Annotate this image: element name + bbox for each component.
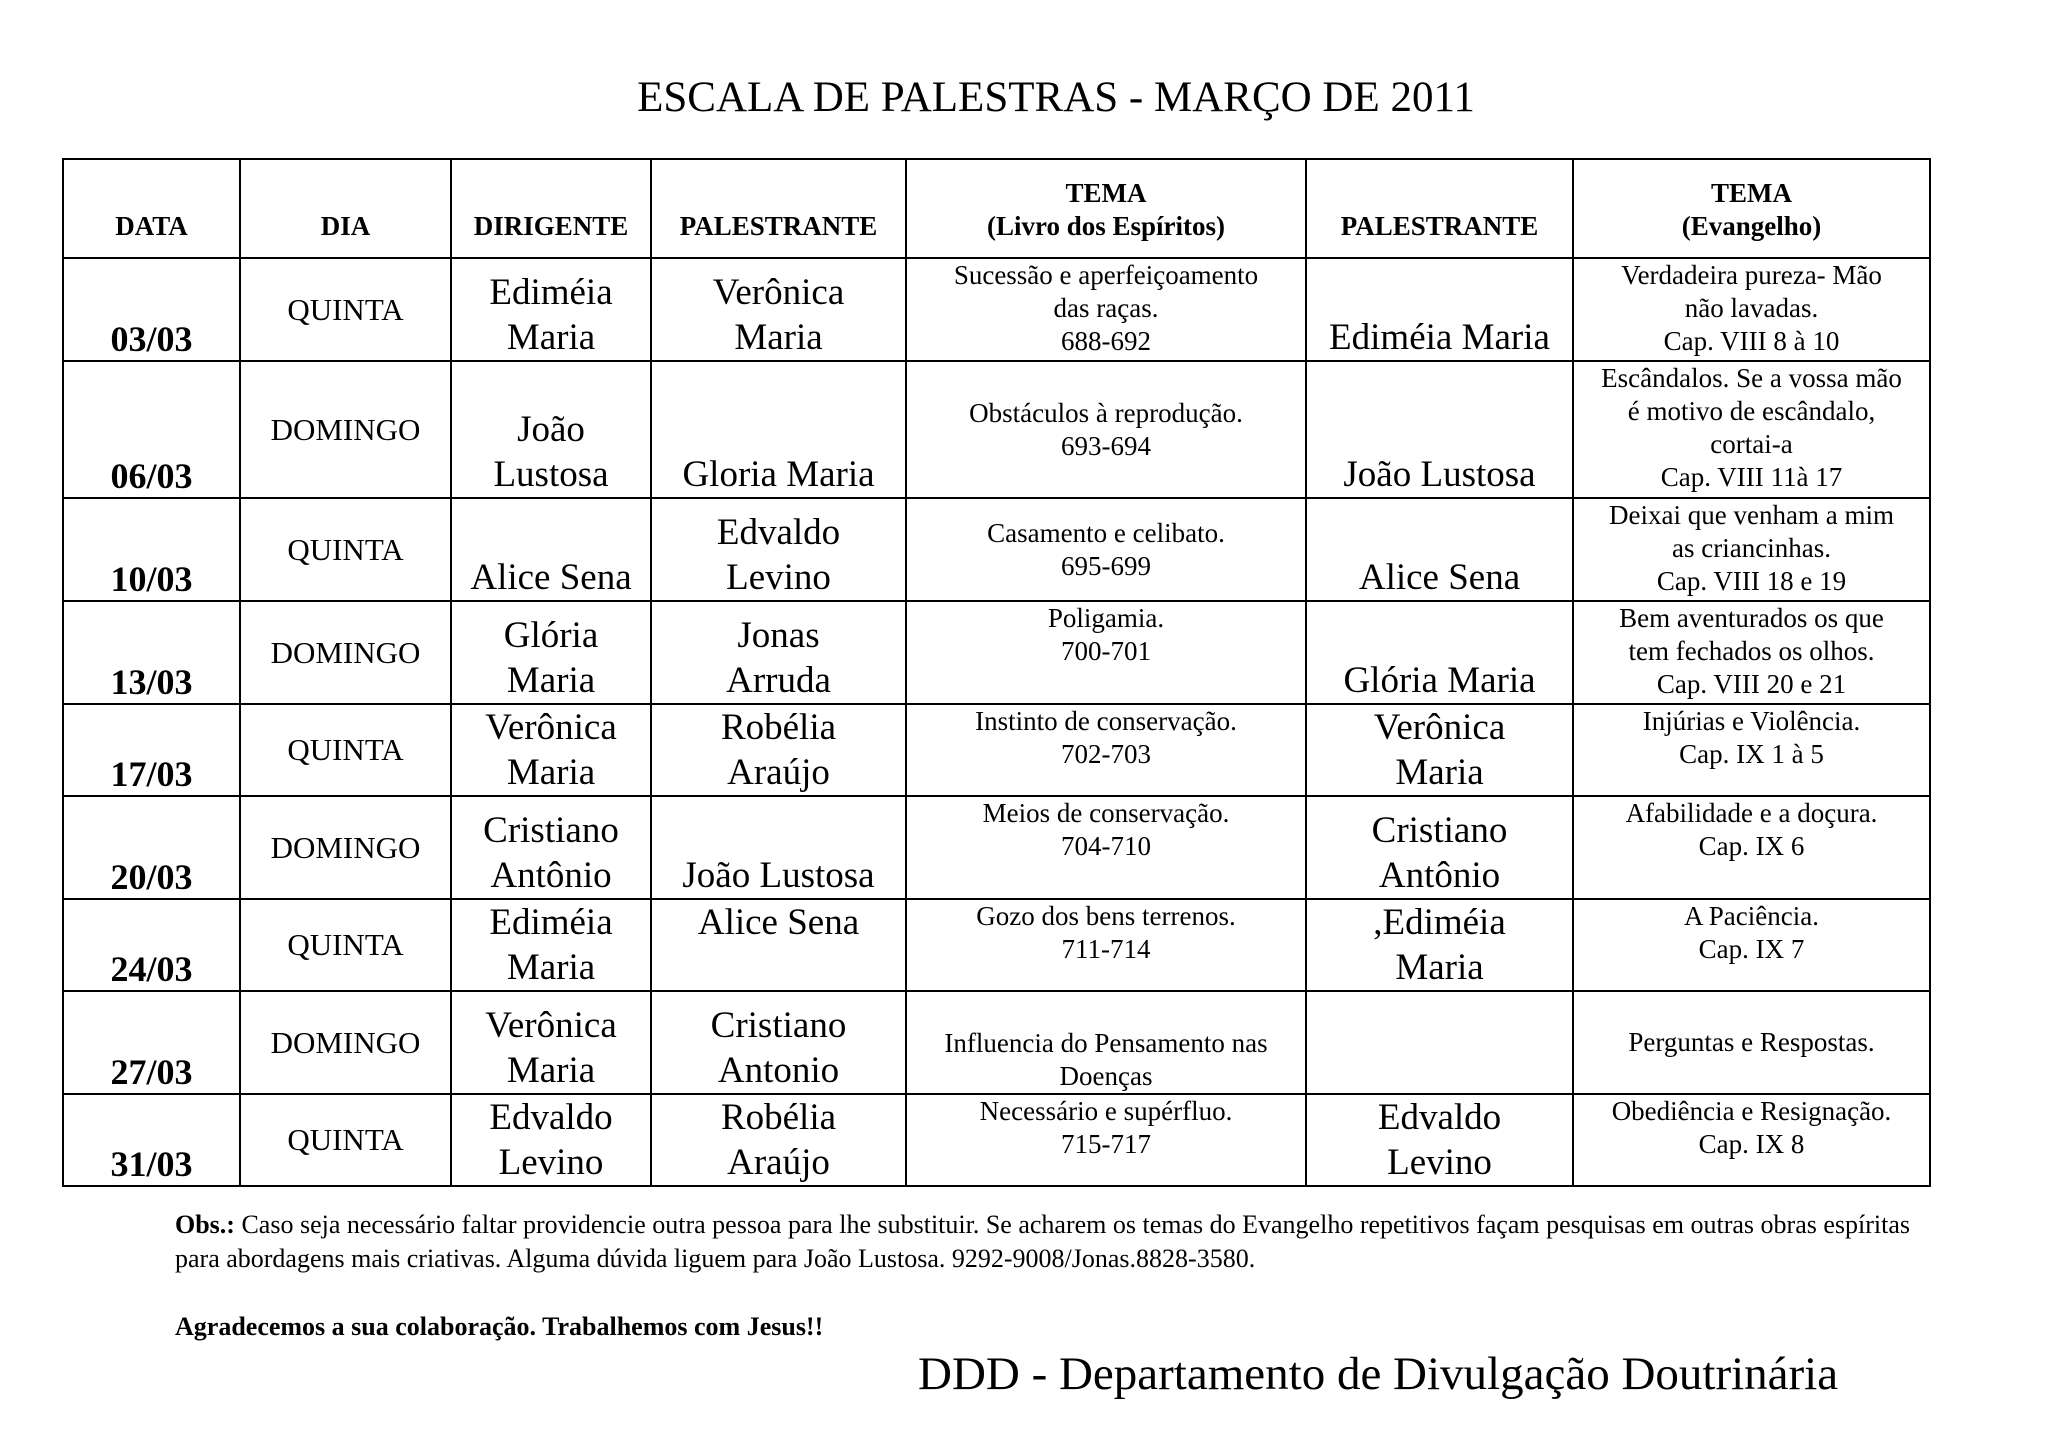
dirigente-cell xyxy=(451,601,651,704)
tema2-line: é motivo de escândalo, xyxy=(1627,396,1876,426)
tema2-line: Cap. VIII 20 e 21 xyxy=(1656,669,1847,699)
tema-evangelho-cell xyxy=(1573,704,1930,796)
tema1-line: Poligamia. xyxy=(1047,603,1165,633)
palestrante2-line: Ediméia Maria xyxy=(1329,317,1550,358)
tema-livro-cell xyxy=(906,991,1306,1094)
dirigente-line: Maria xyxy=(506,947,596,988)
day-cell: DOMINGO xyxy=(240,601,451,704)
tema2-line: Cap. VIII 11à 17 xyxy=(1660,462,1843,492)
palestrante2-line: Cristiano xyxy=(1371,810,1508,851)
tema-livro-cell xyxy=(906,796,1306,899)
date-cell: 03/03 xyxy=(63,258,240,361)
tema-evangelho-cell xyxy=(1573,899,1930,991)
palestrante2-cell xyxy=(1306,258,1573,361)
palestrante2-cell xyxy=(1306,601,1573,704)
header-palestrante-2: PALESTRANTE xyxy=(1306,159,1573,258)
palestrante1-cell xyxy=(651,601,906,704)
palestrante2-cell xyxy=(1306,899,1573,991)
tema2-line: Verdadeira pureza- Mão xyxy=(1621,260,1882,290)
date-cell: 27/03 xyxy=(63,991,240,1094)
palestrante2-cell xyxy=(1306,796,1573,899)
tema1-line: Meios de conservação. xyxy=(982,798,1230,828)
tema2-line: Injúrias e Violência. xyxy=(1642,706,1861,736)
observation-note xyxy=(175,1208,1935,1276)
tema1-line: 700-701 xyxy=(1061,636,1151,666)
tema1-line: Sucessão e aperfeiçoamento xyxy=(953,260,1259,290)
tema1-line: Instinto de conservação. xyxy=(975,706,1237,736)
palestrante1-line: Robélia xyxy=(720,707,837,748)
dirigente-line: Verônica xyxy=(485,1005,617,1046)
dirigente-line: Maria xyxy=(506,752,596,793)
day-cell: QUINTA xyxy=(240,899,451,991)
header-palestrante-1: PALESTRANTE xyxy=(651,159,906,258)
palestrante1-cell xyxy=(651,899,906,991)
palestrante2-cell xyxy=(1306,991,1573,1094)
table-row xyxy=(63,991,1930,1094)
palestrante1-line: Araújo xyxy=(727,752,830,793)
palestrante1-line: Edvaldo xyxy=(716,512,841,553)
dirigente-line: Lustosa xyxy=(493,454,609,495)
observation-label: Obs.: xyxy=(175,1210,235,1239)
dirigente-cell xyxy=(451,796,651,899)
tema2-line: Deixai que venham a mim xyxy=(1609,500,1894,530)
tema-livro-cell xyxy=(906,704,1306,796)
palestrante1-line: Robélia xyxy=(720,1097,837,1138)
tema-evangelho-cell xyxy=(1573,258,1930,361)
palestrante1-line: João Lustosa xyxy=(682,855,875,896)
palestrante1-line: Verônica xyxy=(712,272,845,313)
header-tema-livro: TEMA (Livro dos Espíritos) xyxy=(906,159,1306,258)
palestrante1-cell xyxy=(651,991,906,1094)
tema2-line: cortai-a xyxy=(1710,429,1793,459)
dirigente-line: Maria xyxy=(506,660,596,701)
date-cell: 06/03 xyxy=(63,361,240,498)
day-cell: QUINTA xyxy=(240,1094,451,1186)
table-row xyxy=(63,1094,1930,1186)
date-cell: 10/03 xyxy=(63,498,240,601)
tema-evangelho-cell xyxy=(1573,361,1930,498)
tema-evangelho-cell xyxy=(1573,991,1930,1094)
tema2-line: Perguntas e Respostas. xyxy=(1628,1027,1875,1057)
tema1-line: 704-710 xyxy=(1061,831,1151,861)
dirigente-cell xyxy=(451,991,651,1094)
header-dia: DIA xyxy=(240,159,451,258)
palestrante2-line: Edvaldo xyxy=(1377,1097,1502,1138)
tema2-line: Afabilidade e a doçura. xyxy=(1625,798,1878,828)
dirigente-cell xyxy=(451,498,651,601)
palestrante2-line: João Lustosa xyxy=(1343,454,1536,495)
tema1-line: 688-692 xyxy=(1061,326,1151,356)
tema1-line: Obstáculos à reprodução. xyxy=(969,397,1243,428)
palestrante1-line: Araújo xyxy=(727,1142,830,1183)
tema2-line: tem fechados os olhos. xyxy=(1628,636,1875,666)
dirigente-cell xyxy=(451,1094,651,1186)
palestrante2-line: ,Ediméia xyxy=(1373,902,1506,943)
dirigente-line: Levino xyxy=(498,1142,604,1183)
tema-evangelho-cell xyxy=(1573,601,1930,704)
palestrante1-line: Alice Sena xyxy=(697,902,860,943)
tema2-line: Cap. VIII 18 e 19 xyxy=(1656,566,1847,596)
thanks-message: Agradecemos a sua colaboração. Trabalhemos com Jesus!! xyxy=(175,1312,824,1341)
tema1-line: Doenças xyxy=(1059,1061,1153,1091)
tema2-line: Cap. IX 6 xyxy=(1698,831,1805,861)
palestrante1-cell xyxy=(651,258,906,361)
tema1-line: Necessário e supérfluo. xyxy=(979,1096,1233,1126)
date-cell: 20/03 xyxy=(63,796,240,899)
dirigente-line: Ediméia xyxy=(489,902,613,943)
tema2-line: as criancinhas. xyxy=(1672,533,1831,563)
dirigente-line: Ediméia xyxy=(489,272,613,313)
day-cell: QUINTA xyxy=(240,498,451,601)
palestrante1-cell xyxy=(651,796,906,899)
tema1-line: 711-714 xyxy=(1061,934,1151,964)
header-tema-evangelho: TEMA (Evangelho) xyxy=(1573,159,1930,258)
tema-evangelho-cell xyxy=(1573,1094,1930,1186)
dirigente-cell xyxy=(451,258,651,361)
tema2-line: A Paciência. xyxy=(1684,901,1819,931)
observation-text: Caso seja necessário faltar providencie outra pessoa para lhe substituir. Se acharem os temas do Evangelho repetitivos façam pesquisas em outras obras espíritas para abordagens mais criativas. Alguma dúvida liguem para João Lustosa. 9292-9008/Jonas.8828-3580. xyxy=(175,1210,1911,1273)
tema-evangelho-cell xyxy=(1573,796,1930,899)
dirigente-cell xyxy=(451,899,651,991)
table-row xyxy=(63,704,1930,796)
day-cell: DOMINGO xyxy=(240,796,451,899)
header-data: DATA xyxy=(63,159,240,258)
palestrante1-cell xyxy=(651,1094,906,1186)
tema2-line: não lavadas. xyxy=(1684,293,1819,323)
header-dirigente: DIRIGENTE xyxy=(451,159,651,258)
palestrante1-line: Gloria Maria xyxy=(682,454,875,495)
day-cell: DOMINGO xyxy=(240,991,451,1094)
tema1-line: 693-694 xyxy=(1061,430,1151,461)
tema1-line: Gozo dos bens terrenos. xyxy=(976,901,1236,931)
palestrante2-line: Maria xyxy=(1395,752,1484,793)
dirigente-line: Maria xyxy=(506,1050,596,1091)
day-cell: QUINTA xyxy=(240,704,451,796)
tema1-line: 702-703 xyxy=(1061,739,1151,769)
table-row xyxy=(63,498,1930,601)
tema1-line: Casamento e celibato. xyxy=(987,517,1225,548)
tema2-line: Obediência e Resignação. xyxy=(1611,1096,1892,1126)
palestrante2-line: Levino xyxy=(1387,1142,1492,1183)
tema-livro-cell xyxy=(906,601,1306,704)
tema2-line: Cap. IX 1 à 5 xyxy=(1679,739,1824,769)
palestrante1-line: Arruda xyxy=(726,660,831,701)
palestrante2-cell xyxy=(1306,361,1573,498)
date-cell: 31/03 xyxy=(63,1094,240,1186)
day-cell: DOMINGO xyxy=(240,361,451,498)
palestrante1-line: Jonas xyxy=(737,615,820,656)
schedule-table xyxy=(62,158,1931,1187)
palestrante1-line: Antonio xyxy=(717,1050,840,1091)
tema-livro-cell xyxy=(906,1094,1306,1186)
tema-livro-cell xyxy=(906,258,1306,361)
tema2-line: Cap. IX 8 xyxy=(1698,1129,1805,1159)
tema1-line: das raças. xyxy=(1053,293,1159,323)
dirigente-line: Cristiano xyxy=(483,810,619,851)
dirigente-line: Alice Sena xyxy=(470,557,632,598)
palestrante2-line: Maria xyxy=(1395,947,1484,988)
dirigente-cell xyxy=(451,704,651,796)
palestrante1-line: Cristiano xyxy=(710,1005,847,1046)
tema-livro-cell xyxy=(906,899,1306,991)
palestrante2-line: Alice Sena xyxy=(1358,557,1521,598)
dirigente-line: João xyxy=(517,409,585,450)
dirigente-cell xyxy=(451,361,651,498)
dirigente-line: Edvaldo xyxy=(489,1097,613,1138)
palestrante1-cell xyxy=(651,704,906,796)
table-row xyxy=(63,899,1930,991)
palestrante1-cell xyxy=(651,498,906,601)
tema2-line: Cap. VIII 8 à 10 xyxy=(1663,326,1840,356)
date-cell: 24/03 xyxy=(63,899,240,991)
date-cell: 17/03 xyxy=(63,704,240,796)
page-title: ESCALA DE PALESTRAS - MARÇO DE 2011 xyxy=(637,74,1475,121)
tema2-line: Cap. IX 7 xyxy=(1698,934,1805,964)
table-row xyxy=(63,258,1930,361)
header-row xyxy=(63,159,1930,258)
palestrante2-line: Glória Maria xyxy=(1343,660,1536,701)
palestrante1-line: Levino xyxy=(726,557,831,598)
date-cell: 13/03 xyxy=(63,601,240,704)
day-cell: QUINTA xyxy=(240,258,451,361)
palestrante1-line: Maria xyxy=(734,317,823,358)
dirigente-line: Verônica xyxy=(485,707,617,748)
tema-livro-cell xyxy=(906,361,1306,498)
palestrante2-line: Antônio xyxy=(1378,855,1501,896)
palestrante2-cell xyxy=(1306,1094,1573,1186)
tema-evangelho-cell xyxy=(1573,498,1930,601)
dirigente-line: Maria xyxy=(506,317,596,358)
palestrante2-line: Verônica xyxy=(1373,707,1506,748)
tema1-line: 695-699 xyxy=(1061,550,1151,581)
palestrante2-cell xyxy=(1306,704,1573,796)
palestrante1-cell xyxy=(651,361,906,498)
table-row xyxy=(63,601,1930,704)
table-row xyxy=(63,796,1930,899)
table-row xyxy=(63,361,1930,498)
tema1-line: 715-717 xyxy=(1061,1129,1151,1159)
dirigente-line: Antônio xyxy=(490,855,612,896)
tema2-line: Bem aventurados os que xyxy=(1619,603,1884,633)
dirigente-line: Glória xyxy=(503,615,599,656)
palestrante2-cell xyxy=(1306,498,1573,601)
tema-livro-cell xyxy=(906,498,1306,601)
tema2-line: Escândalos. Se a vossa mão xyxy=(1601,363,1902,393)
department-footer: DDD - Departamento de Divulgação Doutrinária xyxy=(918,1348,1839,1400)
tema1-line: Influencia do Pensamento nas xyxy=(944,1028,1268,1058)
